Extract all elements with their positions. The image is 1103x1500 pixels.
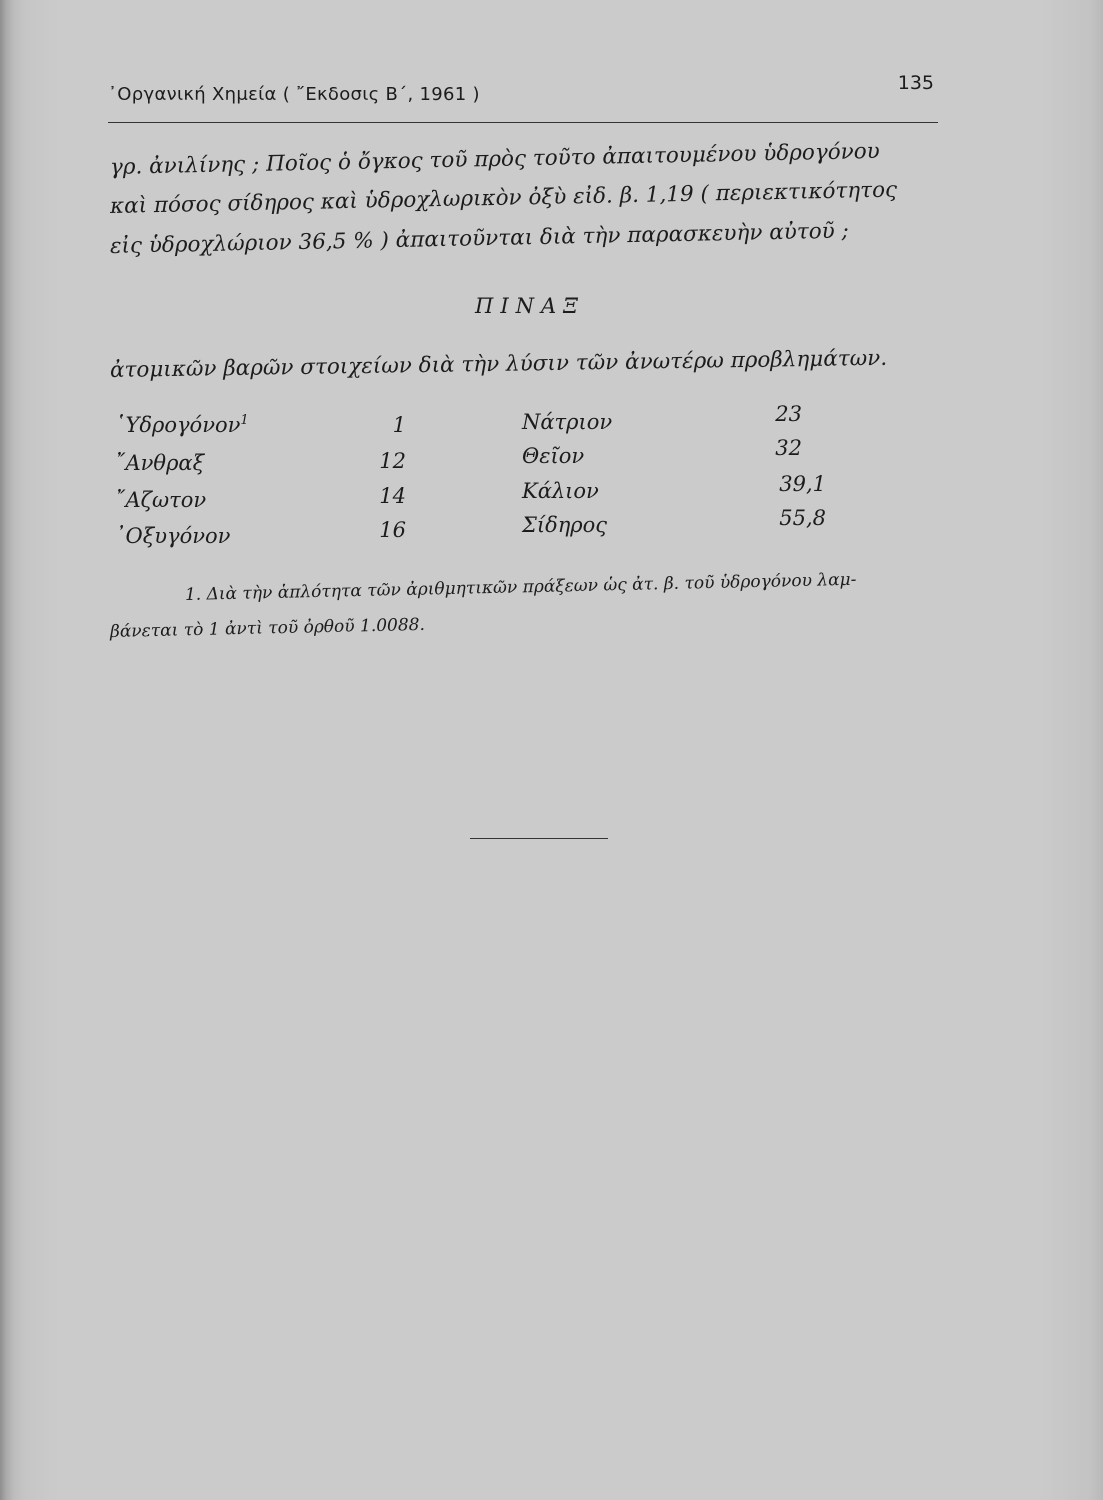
element-name-right-1: Νάτριον xyxy=(522,410,613,434)
element-weight-right-3: 39,1 xyxy=(779,472,826,496)
running-header xyxy=(108,72,938,123)
element-name-right-4: Σίδηρος xyxy=(522,513,608,537)
end-rule xyxy=(470,838,608,839)
element-name-right-2: Θεῖον xyxy=(522,444,585,468)
footnote-line-2: βάνεται τὸ 1 ἀντὶ τοῦ ὀρθοῦ 1.0088. xyxy=(109,614,426,642)
element-weight-left-1: 1 xyxy=(392,413,406,437)
footnote-marker: 1 xyxy=(240,413,249,428)
element-name-left-2: ῎Ανθραξ xyxy=(115,451,205,475)
element-weight-right-2: 32 xyxy=(775,436,802,460)
element-name-right-3: Κάλιον xyxy=(522,479,599,503)
element-weight-right-1: 23 xyxy=(775,402,802,426)
element-weight-left-2: 12 xyxy=(379,449,406,473)
table-heading: ΠΙΝΑΞ xyxy=(475,294,585,318)
book-title: ᾽Οργανική Χημεία ( ῎Εκδοσις Β΄, 1961 ) xyxy=(108,84,480,105)
element-name-left-4: ᾽Οξυγόνον xyxy=(115,524,231,548)
element-name-left-1: ῾Υδρογόνον$^1$ xyxy=(115,413,249,437)
element-name-left-3: ῎Αζωτον xyxy=(115,488,207,512)
element-weight-left-4: 16 xyxy=(379,518,406,542)
body-line-1: γρ. ἀνιλίνης ; Ποῖος ὁ ὄγκος τοῦ πρὸς τοῦτο ἀπαιτουμένου ὑδρογόνου xyxy=(109,138,880,180)
page-number: 135 xyxy=(897,72,934,94)
element-weight-left-3: 14 xyxy=(379,484,406,508)
element-weight-right-4: 55,8 xyxy=(779,506,826,530)
body-line-2: καὶ πόσος σίδηρος καὶ ὑδροχλωρικὸν ὀξὺ εἰδ. β. 1,19 ( περιεκτικότητος xyxy=(109,177,898,219)
body-line-3: εἰς ὑδροχλώριον 36,5 % ) ἀπαιτοῦνται διὰ τὴν παρασκευὴν αὐτοῦ ; xyxy=(109,218,850,259)
table-subtitle: ἀτομικῶν βαρῶν στοιχείων διὰ τὴν λύσιν τῶν ἀνωτέρω προβλημάτων. xyxy=(109,345,888,383)
footnote-line-1: 1. Διὰ τὴν ἁπλότητα τῶν ἀριθμητικῶν πράξεων ὡς ἀτ. β. τοῦ ὑδρογόνου λαμ- xyxy=(184,569,857,605)
